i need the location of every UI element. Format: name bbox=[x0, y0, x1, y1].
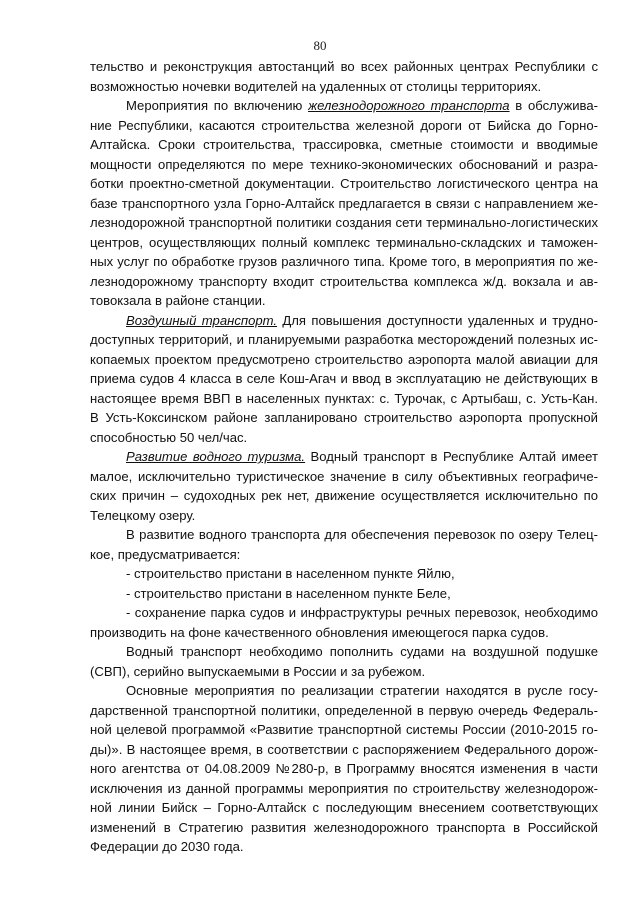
air-body-text: Для повышения доступности удаленных и труднодоступных территорий, и планируемыми разработка месторождений полезных ископаемых проектом предусмотрено строительство аэропорта малой авиации для приема судов 4 класса в селе Кош-Агач и ввод в эксплуатацию не действующих в настоящее время ВВП в населенных пунктах: с. Турочак, с Артыбаш, с. Усть-Кан. В Усть-Коксинском районе запланировано строительство аэропорта пропускной способностью 50 чел/час. bbox=[90, 312, 599, 445]
railway-body-text: в обслуживание Республики, касаются строительства железной дороги от Бийска до Горно-Алтайска. Сроки строительства, трассировка, сметные стоимости и вводимые мощности определяются по мере технико-экономических обоснований и разработки проектно-сметной документации. Строительство логистического центра на базе транспортного узла Горно-Алтайск предлагается в связи с направлением железнодорожной транспортной политики создания сети терминально-логистических центров, осуществляющих полный комплекс терминально-складских и таможенных услуг по обработке грузов различного типа. Кроме того, в мероприятия по железнодорожному транспорту входит строительства комплекса ж/д. вокзала и автовокзала в районе станции. bbox=[90, 98, 598, 308]
railway-transport-heading: железнодорожного транспорта bbox=[308, 98, 510, 113]
document-body bbox=[90, 57, 598, 857]
paragraph-water-development: В развитие водного транспорта для обеспечения перевозок по озеру Телецкое, предусматривается: bbox=[90, 527, 598, 562]
page-number: 80 bbox=[313, 38, 327, 53]
paragraph-water-tourism bbox=[90, 447, 598, 525]
list-item-pier-bele: - строительство пристани в населенном пункте Беле, bbox=[126, 585, 451, 601]
railway-lead-text: Мероприятия по включению bbox=[126, 98, 309, 113]
paragraph-strategy: Основные мероприятия по реализации стратегии находятся в русле государственной транспортной политики, определенной в первую очередь Федеральной целевой программой «Развитие транспортной системы России (2010-2015 годы)». В настоящее время, в соответствии с распоряжением Федерального дорожного агентства от 04.08.2009 №280-р, в Программу вносятся изменения в части исключения из данной программы мероприятия по строительству железнодорожной линии Бийск – Горно-Алтайск с последующим внесением соответствующих изменений в Стратегию развития железнодорожного транспорта в Российской Федерации до 2030 года. bbox=[90, 683, 598, 854]
paragraph-hovercraft: Водный транспорт необходимо пополнить судами на воздушной подушке (СВП), серийно выпускаемыми в России и за рубежом. bbox=[90, 644, 598, 679]
paragraph-railway bbox=[90, 96, 598, 311]
paragraph-continuation: тельство и реконструкция автостанций во всех районных центрах Республики с возможностью ночевки водителей на удаленных от столицы территориях. bbox=[90, 59, 598, 94]
water-tourism-body-text: Водный транспорт в Республике Алтай имеет малое, исключительно туристическое значение в силу объективных географических причин – судоходных рек нет, движение осуществляется исключительно по Телецкому озеру. bbox=[90, 449, 598, 523]
water-tourism-heading: Развитие водного туризма. bbox=[126, 449, 306, 464]
list-item-fleet: - сохранение парка судов и инфраструктуры речных перевозок, необходимо производить на фоне качественного обновления имеющегося парка судов. bbox=[90, 605, 598, 640]
list-item-pier-yaylyu: - строительство пристани в населенном пункте Яйлю, bbox=[126, 566, 455, 581]
paragraph-air bbox=[90, 311, 598, 448]
air-transport-heading: Воздушный транспорт. bbox=[126, 312, 278, 328]
